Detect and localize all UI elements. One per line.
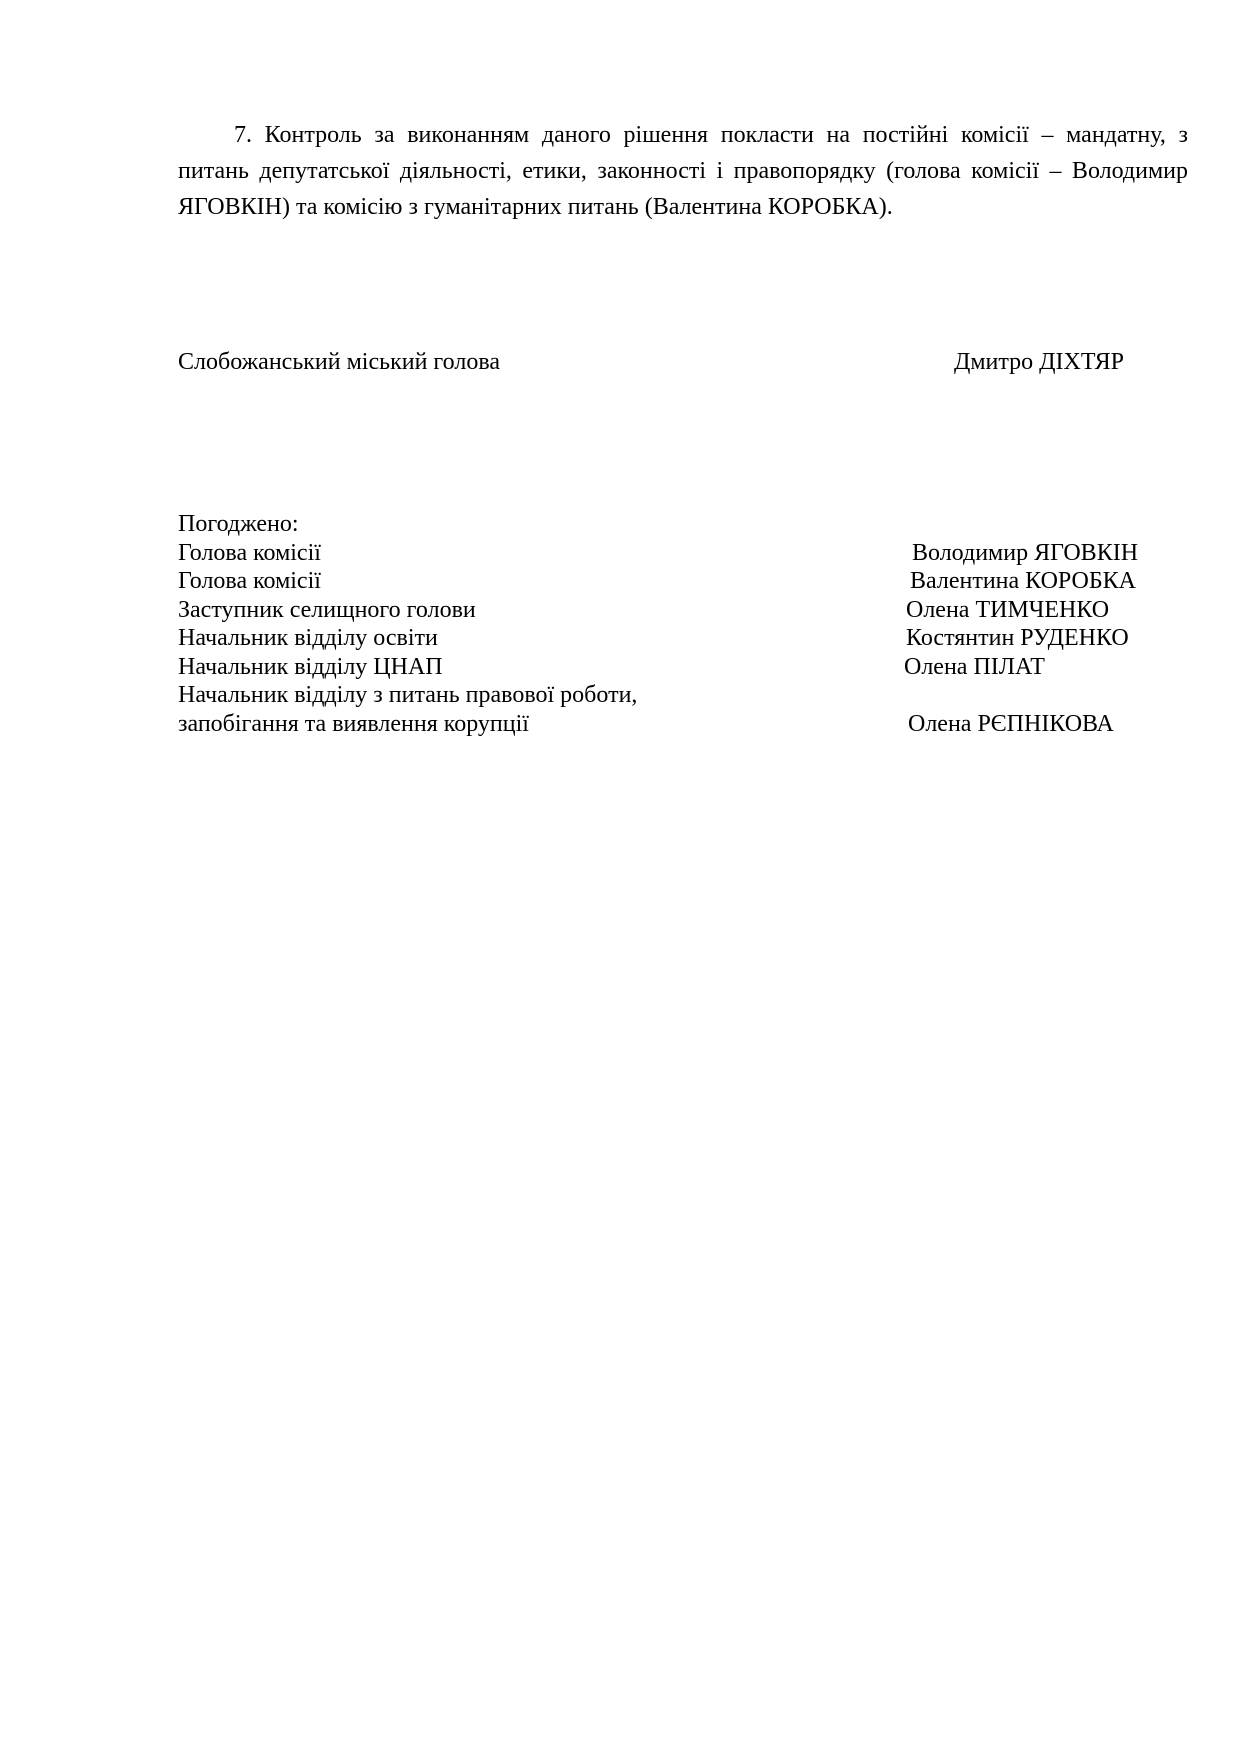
- approval-position-line: запобігання та виявлення корупції: [178, 710, 529, 737]
- paragraph-line: 7. Контроль за виконанням даного рішення покласти на постійні комісії – мандатну, з: [234, 122, 1188, 148]
- approval-row: [178, 653, 1178, 682]
- approval-row: [178, 567, 1178, 596]
- approval-position: Начальник відділу освіти: [178, 625, 438, 651]
- approval-row: [178, 596, 1178, 625]
- approval-position: Голова комісії: [178, 568, 321, 594]
- approval-row: [178, 624, 1178, 653]
- approval-name: Валентина КОРОБКА: [910, 568, 1137, 594]
- approval-name: Костянтин РУДЕНКО: [906, 625, 1129, 651]
- approval-row: [178, 539, 1178, 568]
- mayor-name: Дмитро ДІХТЯР: [954, 349, 1124, 375]
- paragraph-line: питань депутатської діяльності, етики, законності і правопорядку (голова комісії – Володимир: [178, 158, 1188, 184]
- mayor-position: Слобожанський міський голова: [178, 349, 500, 375]
- approval-position: [178, 681, 637, 738]
- approval-name: Володимир ЯГОВКІН: [912, 539, 1139, 566]
- approval-position-line: Начальник відділу з питань правової роботи,: [178, 682, 638, 708]
- approval-position: Голова комісії: [178, 539, 321, 566]
- approval-name: Олена ТИМЧЕНКО: [906, 596, 1110, 623]
- approval-position: Заступник селищного голови: [178, 596, 476, 623]
- paragraph-line: ЯГОВКІН) та комісію з гуманітарних питань (Валентина КОРОБКА).: [178, 194, 893, 220]
- approvals-block: [178, 510, 1178, 738]
- approval-row: [178, 681, 1178, 738]
- approval-name: Олена ПІЛАТ: [904, 653, 1045, 680]
- approvals-heading: Погоджено:: [178, 511, 299, 537]
- control-paragraph: [178, 117, 1188, 225]
- approval-name: Олена РЄПНІКОВА: [908, 710, 1114, 737]
- approval-position: Начальник відділу ЦНАП: [178, 653, 443, 680]
